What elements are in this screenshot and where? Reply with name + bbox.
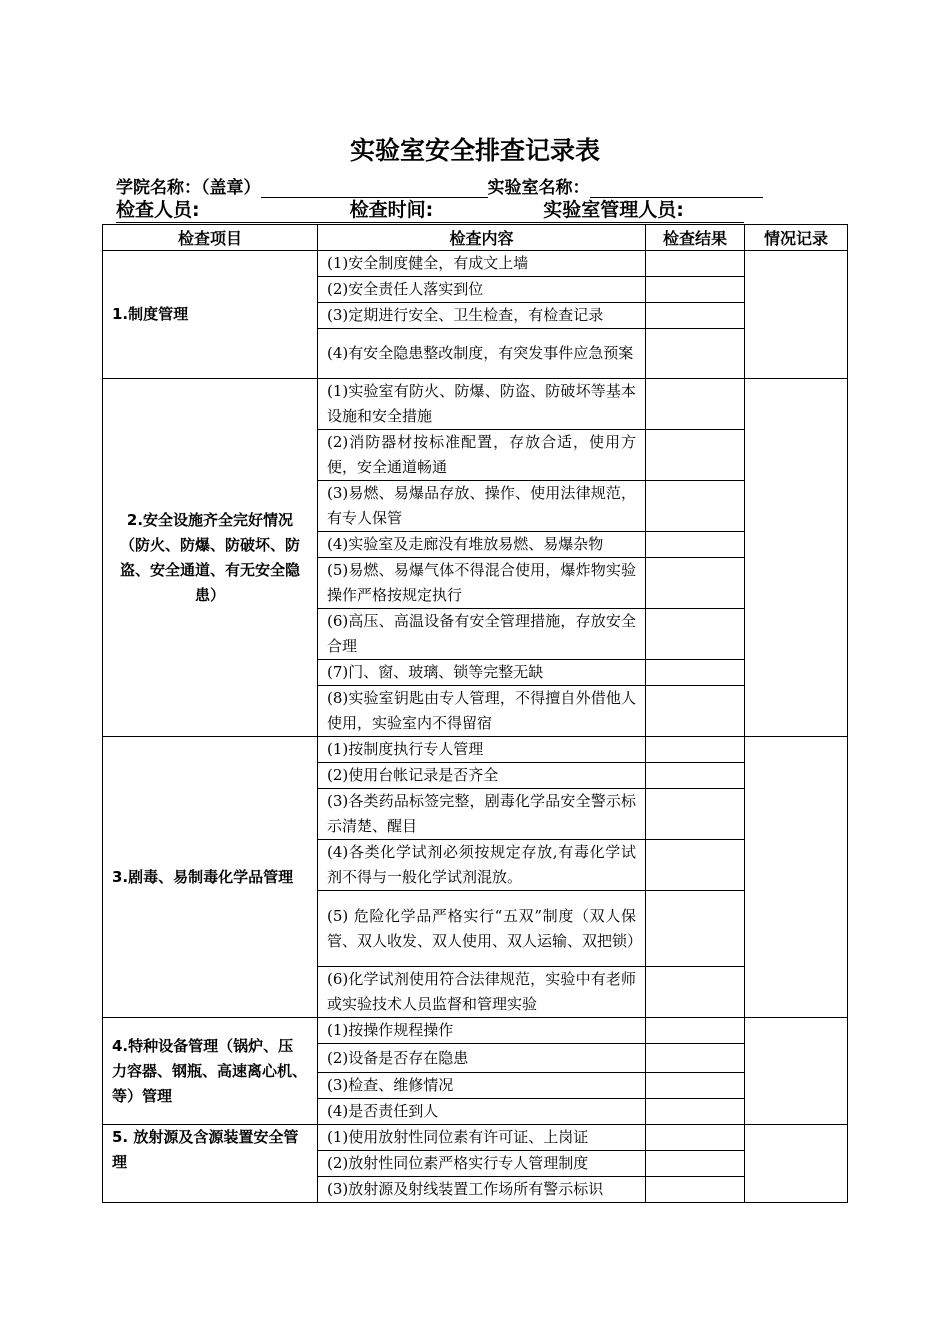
result-cell[interactable]: [646, 609, 745, 660]
result-cell[interactable]: [646, 1018, 745, 1044]
result-cell[interactable]: [646, 967, 745, 1018]
check-content: (4)有安全隐患整改制度，有突发事件应急预案: [318, 329, 646, 379]
check-content: (2)使用台帐记录是否齐全: [318, 763, 646, 789]
table-row: [103, 379, 848, 430]
section-1-item: 1.制度管理: [103, 251, 318, 379]
check-content: (3)定期进行安全、卫生检查，有检查记录: [318, 303, 646, 329]
header-record: 情况记录: [745, 225, 848, 251]
header-content: 检查内容: [318, 225, 646, 251]
check-content: (2)消防器材按标准配置，存放合适，使用方便，安全通道畅通: [318, 430, 646, 481]
record-cell[interactable]: [745, 1125, 848, 1203]
result-cell[interactable]: [646, 430, 745, 481]
result-cell[interactable]: [646, 1177, 745, 1203]
check-content: (1)使用放射性同位素有许可证、上岗证: [318, 1125, 646, 1151]
check-content: (3)检查、维修情况: [318, 1073, 646, 1099]
manager-label: 实验室管理人员:: [543, 195, 684, 223]
section-5-item: 5. 放射源及含源装置安全管理: [103, 1125, 318, 1203]
section-4-item: 4.特种设备管理（锅炉、压力容器、钢瓶、高速离心机、等）管理: [103, 1018, 318, 1125]
check-content: (6)化学试剂使用符合法律规范，实验中有老师或实验技术人员监督和管理实验: [318, 967, 646, 1018]
check-content: (2)放射性同位素严格实行专人管理制度: [318, 1151, 646, 1177]
record-cell[interactable]: [745, 251, 848, 379]
time-label: 检查时间:: [350, 195, 434, 223]
check-content: (6)高压、高温设备有安全管理措施，存放安全合理: [318, 609, 646, 660]
check-content: (3)放射源及射线装置工作场所有警示标识: [318, 1177, 646, 1203]
record-cell[interactable]: [745, 1018, 848, 1125]
check-content: (3)各类药品标签完整，剧毒化学品安全警示标示清楚、醒目: [318, 789, 646, 840]
inspection-table: [102, 224, 848, 1203]
result-cell[interactable]: [646, 379, 745, 430]
result-cell[interactable]: [646, 686, 745, 737]
table-row: [103, 251, 848, 277]
result-cell[interactable]: [646, 532, 745, 558]
check-content: (1)按操作规程操作: [318, 1018, 646, 1044]
result-cell[interactable]: [646, 303, 745, 329]
time-field[interactable]: [433, 202, 543, 223]
check-content: (7)门、窗、玻璃、锁等完整无缺: [318, 660, 646, 686]
table-row: [103, 737, 848, 763]
result-cell[interactable]: [646, 763, 745, 789]
section-2-item: 2.安全设施齐全完好情况（防火、防爆、防破坏、防盗、安全通道、有无安全隐患）: [103, 379, 318, 737]
check-content: (1)按制度执行专人管理: [318, 737, 646, 763]
result-cell[interactable]: [646, 660, 745, 686]
result-cell[interactable]: [646, 1073, 745, 1099]
table-header-row: [103, 225, 848, 251]
result-cell[interactable]: [646, 840, 745, 891]
check-content: (5)易燃、易爆气体不得混合使用，爆炸物实验操作严格按规定执行: [318, 558, 646, 609]
check-content: (1)安全制度健全，有成文上墙: [318, 251, 646, 277]
info-line-2: [116, 199, 744, 223]
record-cell[interactable]: [745, 737, 848, 1018]
result-cell[interactable]: [646, 891, 745, 967]
result-cell[interactable]: [646, 329, 745, 379]
result-cell[interactable]: [646, 1125, 745, 1151]
check-content: (3)易燃、易爆品存放、操作、使用法律规范，有专人保管: [318, 481, 646, 532]
table-row: [103, 1018, 848, 1044]
college-label: 学院名称：（盖章）: [116, 178, 261, 198]
result-cell[interactable]: [646, 558, 745, 609]
result-cell[interactable]: [646, 1151, 745, 1177]
result-cell[interactable]: [646, 251, 745, 277]
result-cell[interactable]: [646, 737, 745, 763]
result-cell[interactable]: [646, 481, 745, 532]
check-content: (2)设备是否存在隐患: [318, 1044, 646, 1073]
result-cell[interactable]: [646, 277, 745, 303]
check-content: (8)实验室钥匙由专人管理，不得擅自外借他人使用，实验室内不得留宿: [318, 686, 646, 737]
check-content: (4)是否责任到人: [318, 1099, 646, 1125]
page-title: 实验室安全排查记录表: [349, 136, 600, 165]
lab-name-label: 实验室名称：: [487, 178, 590, 198]
result-cell[interactable]: [646, 1044, 745, 1073]
check-content: (2)安全责任人落实到位: [318, 277, 646, 303]
record-cell[interactable]: [745, 379, 848, 737]
manager-field[interactable]: [684, 202, 744, 223]
table-row: [103, 1125, 848, 1151]
result-cell[interactable]: [646, 1099, 745, 1125]
header-result: 检查结果: [646, 225, 745, 251]
section-3-item: 3.剧毒、易制毒化学品管理: [103, 737, 318, 1018]
header-item: 检查项目: [103, 225, 318, 251]
result-cell[interactable]: [646, 789, 745, 840]
inspector-field[interactable]: [200, 202, 350, 223]
check-content: (4)各类化学试剂必须按规定存放,有毒化学试剂不得与一般化学试剂混放。: [318, 840, 646, 891]
inspector-label: 检查人员:: [116, 195, 200, 223]
check-content: (1)实验室有防火、防爆、防盗、防破坏等基本设施和安全措施: [318, 379, 646, 430]
check-content: (4)实验室及走廊没有堆放易燃、易爆杂物: [318, 532, 646, 558]
check-content: (5) 危险化学品严格实行“五双”制度（双人保管、双人收发、双人使用、双人运输、双把锁）: [318, 891, 646, 967]
